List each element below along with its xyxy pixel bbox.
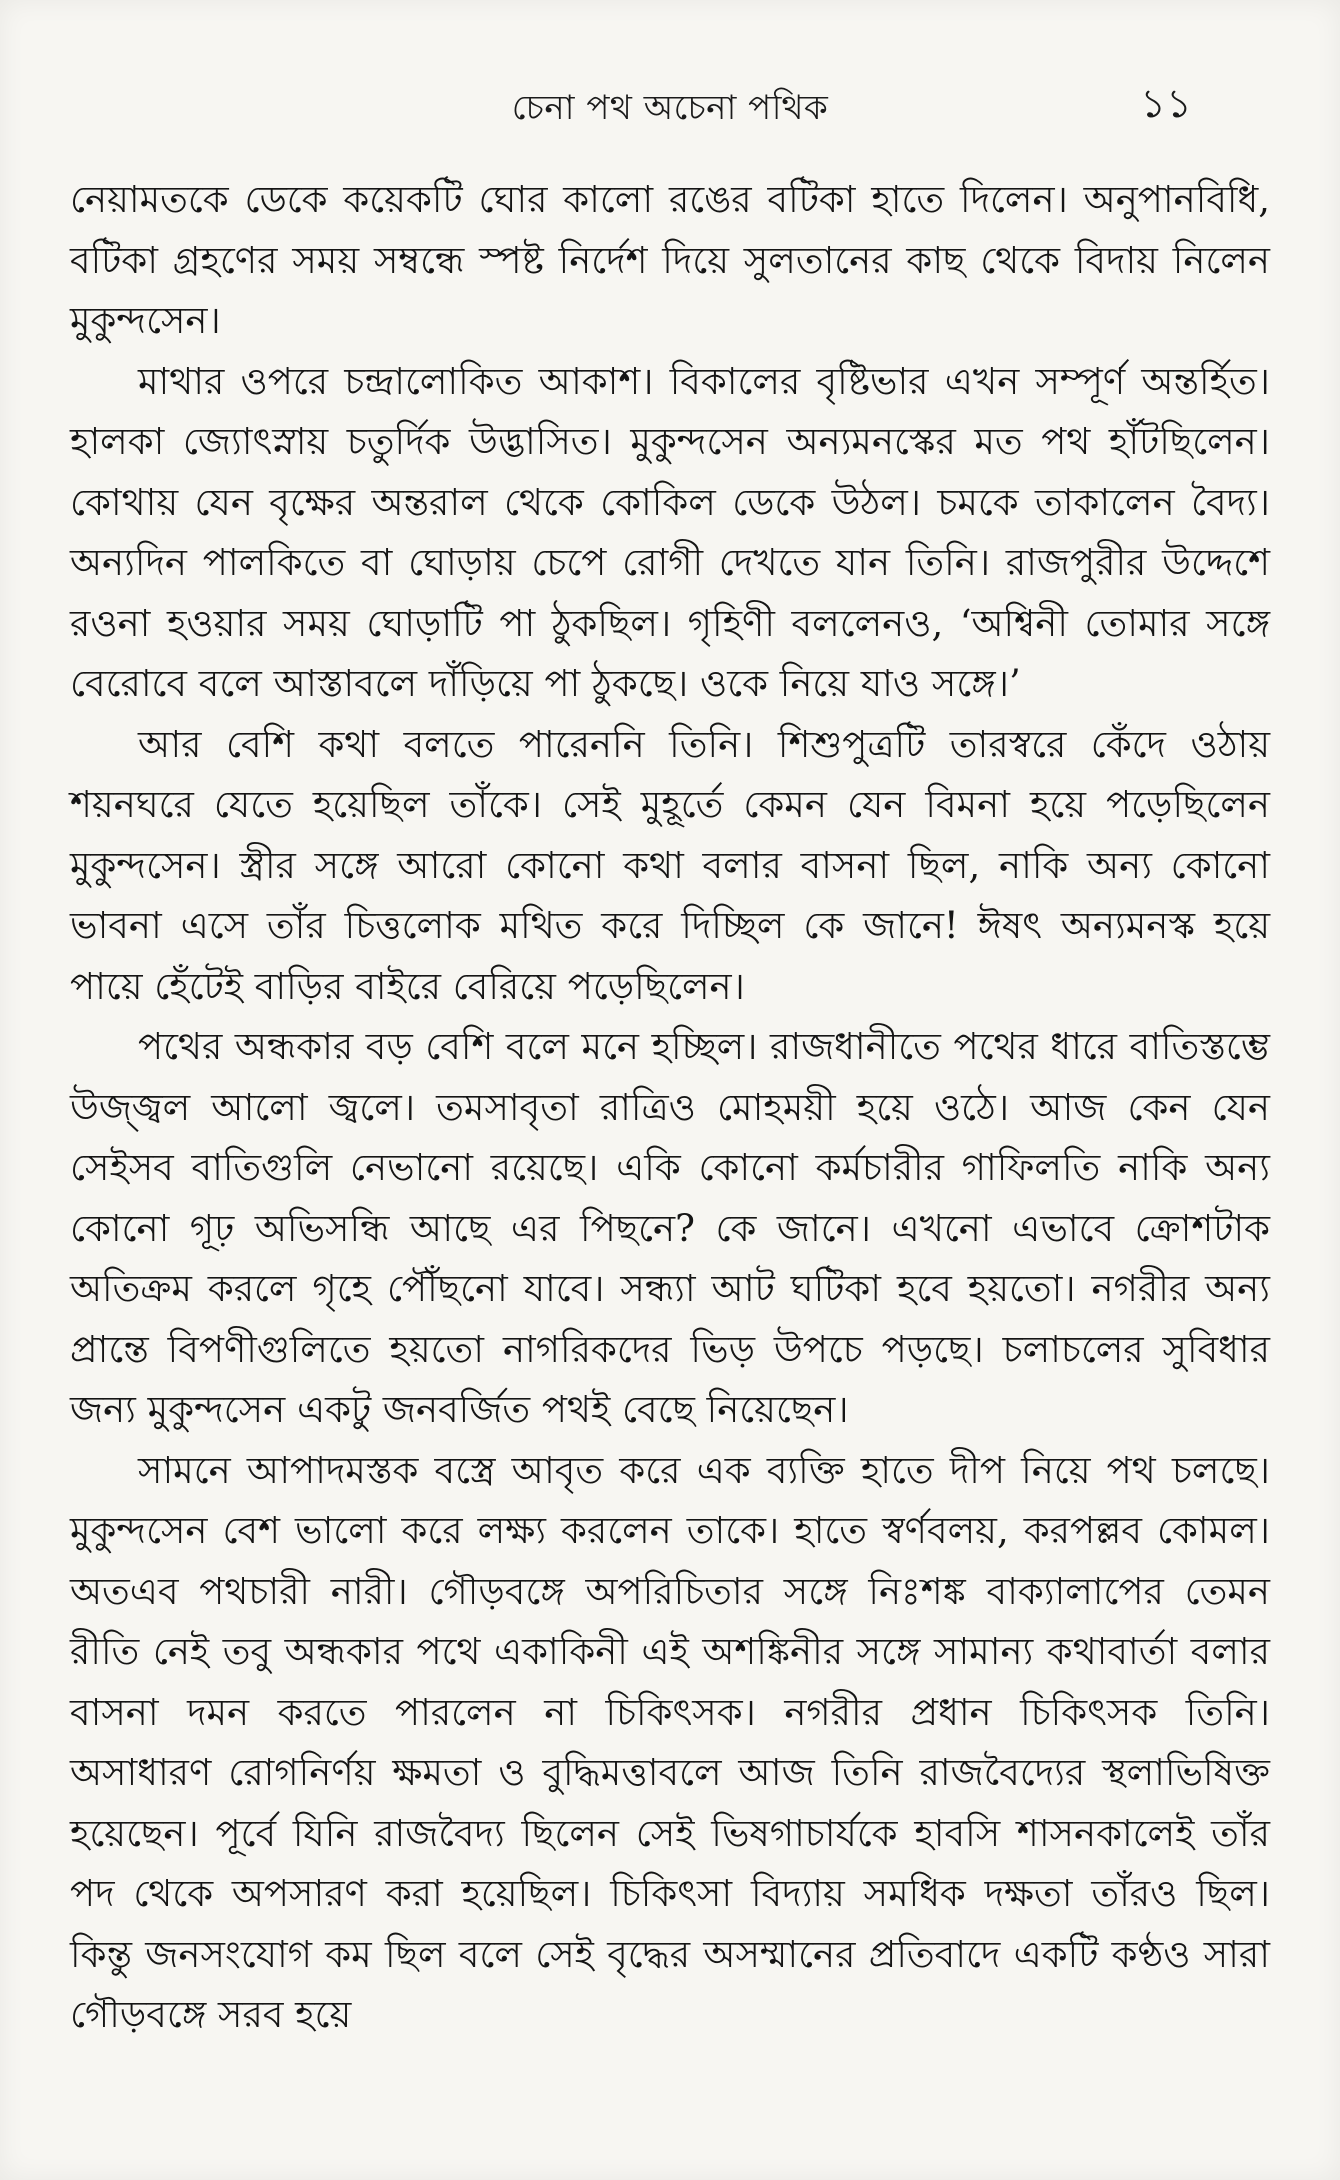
body-text — [70, 170, 1270, 2046]
paragraph-1: নেয়ামতকে ডেকে কয়েকটি ঘোর কালো রঙের বটিকা হাতে দিলেন। অনুপানবিধি, বটিকা গ্রহণের সময় সম্বন্ধে স্পষ্ট নির্দেশ দিয়ে সুলতানের কাছ থেকে বিদায় নিলেন মুকুন্দসেন। — [70, 178, 1270, 342]
page-number: ১১ — [1140, 81, 1192, 127]
paragraph-5: সামনে আপাদমস্তক বস্ত্রে আবৃত করে এক ব্যক্তি হাতে দীপ নিয়ে পথ চলছে। মুকুন্দসেন বেশ ভালো করে লক্ষ্য করলেন তাকে। হাতে স্বর্ণবলয়, করপল্লব কোমল। অতএব পথচারী নারী। গৌড়বঙ্গে অপরিচিতার সঙ্গে নিঃশঙ্ক বাক্যালাপের তেমন রীতি নেই তবু অন্ধকার পথে একাকিনী এই অশঙ্কিনীর সঙ্গে সামান্য কথাবার্তা বলার বাসনা দমন করতে পারলেন না চিকিৎসক। নগরীর প্রধান চিকিৎসক তিনি। অসাধারণ রোগনির্ণয় ক্ষমতা ও বুদ্ধিমত্তাবলে আজ তিনি রাজবৈদ্যের স্থলাভিষিক্ত হয়েছেন। পূর্বে যিনি রাজবৈদ্য ছিলেন সেই ভিষগাচার্যকে হাবসি শাসনকালেই তাঁর পদ থেকে অপসারণ করা হয়েছিল। চিকিৎসা বিদ্যায় সমধিক দক্ষতা তাঁরও ছিল। কিন্তু জনসংযোগ কম ছিল বলে সেই বৃদ্ধের অসম্মানের প্রতিবাদে একটি কণ্ঠও সারা গৌড়বঙ্গে সরব হয়ে — [70, 1448, 1270, 2036]
paragraph-3: আর বেশি কথা বলতে পারেননি তিনি। শিশুপুত্রটি তারস্বরে কেঁদে ওঠায় শয়নঘরে যেতে হয়েছিল তাঁকে। সেই মুহূর্তে কেমন যেন বিমনা হয়ে পড়েছিলেন মুকুন্দসেন। স্ত্রীর সঙ্গে আরো কোনো কথা বলার বাসনা ছিল, নাকি অন্য কোনো ভাবনা এসে তাঁর চিত্তলোক মথিত করে দিচ্ছিল কে জানে! ঈষৎ অন্যমনস্ক হয়ে পায়ে হেঁটেই বাড়ির বাইরে বেরিয়ে পড়েছিলেন। — [70, 722, 1270, 1008]
page-header — [70, 0, 1270, 170]
paragraph-4: পথের অন্ধকার বড় বেশি বলে মনে হচ্ছিল। রাজধানীতে পথের ধারে বাতিস্তম্ভে উজ্জ্বল আলো জ্বলে। তমসাবৃতা রাত্রিও মোহময়ী হয়ে ওঠে। আজ কেন যেন সেইসব বাতিগুলি নেভানো রয়েছে। একি কোনো কর্মচারীর গাফিলতি নাকি অন্য কোনো গূঢ় অভিসন্ধি আছে এর পিছনে? কে জানে। এখনো এভাবে ক্রোশটাক অতিক্রম করলে গৃহে পৌঁছনো যাবে। সন্ধ্যা আট ঘটিকা হবে হয়তো। নগরীর অন্য প্রান্তে বিপণীগুলিতে হয়তো নাগরিকদের ভিড় উপচে পড়ছে। চলাচলের সুবিধার জন্য মুকুন্দসেন একটু জনবর্জিত পথই বেছে নিয়েছেন। — [70, 1025, 1270, 1431]
paragraph-2: মাথার ওপরে চন্দ্রালোকিত আকাশ। বিকালের বৃষ্টিভার এখন সম্পূর্ণ অন্তর্হিত। হালকা জ্যোৎস্নায় চতুর্দিক উদ্ভাসিত। মুকুন্দসেন অন্যমনস্কের মত পথ হাঁটছিলেন। কোথায় যেন বৃক্ষের অন্তরাল থেকে কোকিল ডেকে উঠল। চমকে তাকালেন বৈদ্য। অন্যদিন পালকিতে বা ঘোড়ায় চেপে রোগী দেখতে যান তিনি। রাজপুরীর উদ্দেশে রওনা হওয়ার সময় ঘোড়াটি পা ঠুকছিল। গৃহিণী বললেনও, ‘অশ্বিনী তোমার সঙ্গে বেরোবে বলে আস্তাবলে দাঁড়িয়ে পা ঠুকছে। ওকে নিয়ে যাও সঙ্গে।’ — [70, 359, 1270, 705]
running-head-title: চেনা পথ অচেনা পথিক — [511, 88, 829, 128]
